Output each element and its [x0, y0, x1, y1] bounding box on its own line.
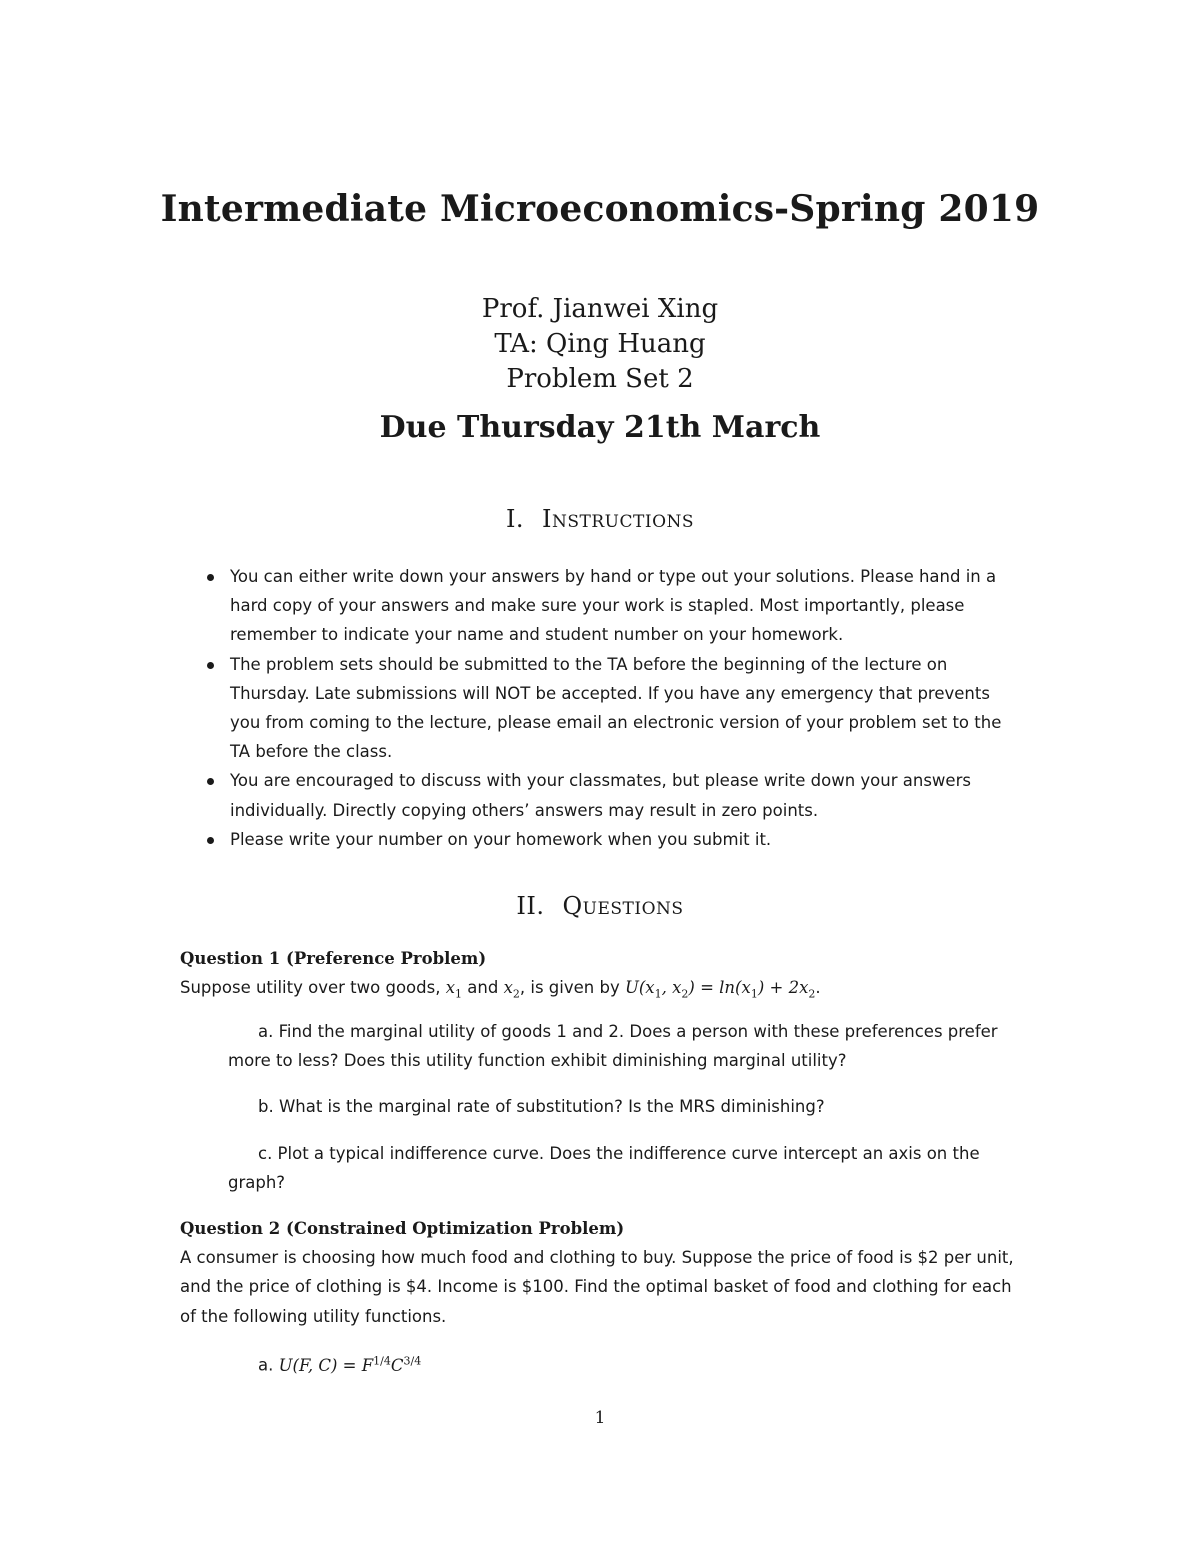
- page-number: 1: [594, 1408, 606, 1428]
- instructions-list: [205, 562, 1025, 854]
- question-2a: a. U(F, $C) = F^{1/4}C^{3/4}$: [258, 1354, 422, 1375]
- problem-set-line: Problem Set 2: [506, 364, 694, 394]
- section-number: I.: [505, 505, 525, 533]
- list-item: Please write your number on your homework when you submit it.: [205, 825, 1025, 854]
- question-2-block: [180, 1214, 1025, 1331]
- question-1-heading: Question 1 (Preference Problem): [180, 949, 487, 968]
- section-title: Instructions: [542, 505, 695, 533]
- question-1c: c. Plot a typical indifference curve. Does the indifference curve intercept an axis on the graph?: [228, 1144, 980, 1193]
- question-1-block: [180, 944, 1025, 1009]
- section-title: Questions: [562, 892, 684, 920]
- question-1b: b. What is the marginal rate of substitution? Is the MRS diminishing?: [258, 1097, 825, 1116]
- question-2-heading: Question 2 (Constrained Optimization Problem): [180, 1219, 625, 1238]
- question-1a: a. Find the marginal utility of goods 1 and 2. Does a person with these preferences prefer more to less? Does this utility function exhibit diminishing marginal utility?: [228, 1022, 998, 1071]
- ta-line: TA: Qing Huang: [494, 329, 706, 359]
- due-date: Due Thursday 21th March: [379, 410, 821, 445]
- section-heading-instructions: [0, 505, 1200, 533]
- question-1-intro: Suppose utility over two goods, $x_1$ and $x_2$, is given by $U(x_1$, $x_2) = \ln(x_1) + 2x_2$.: [180, 978, 821, 1001]
- document-title: Intermediate Microeconomics-Spring 2019: [160, 188, 1040, 230]
- list-item: You are encouraged to discuss with your classmates, but please write down your answers individually. Directly copying others’ answers may result in zero points.: [205, 766, 1025, 824]
- professor-line: Prof. Jianwei Xing: [481, 294, 719, 324]
- question-2-intro: A consumer is choosing how much food and clothing to buy. Suppose the price of food is $2 per unit, and the price of clothing is $4. Income is $100. Find the optimal basket of food and clothing for each of the following utility functions.: [180, 1248, 1014, 1326]
- list-item: You can either write down your answers by hand or type out your solutions. Please hand in a hard copy of your answers and make sure your work is stapled. Most importantly, please remember to indicate your name and student number on your homework.: [205, 562, 1025, 650]
- section-number: II.: [516, 892, 545, 920]
- section-heading-questions: [0, 892, 1200, 920]
- list-item: The problem sets should be submitted to the TA before the beginning of the lecture on Thursday. Late submissions will NOT be accepted. If you have any emergency that prevents you from coming to the lecture, please email an electronic version of your problem set to the TA before the class.: [205, 650, 1025, 767]
